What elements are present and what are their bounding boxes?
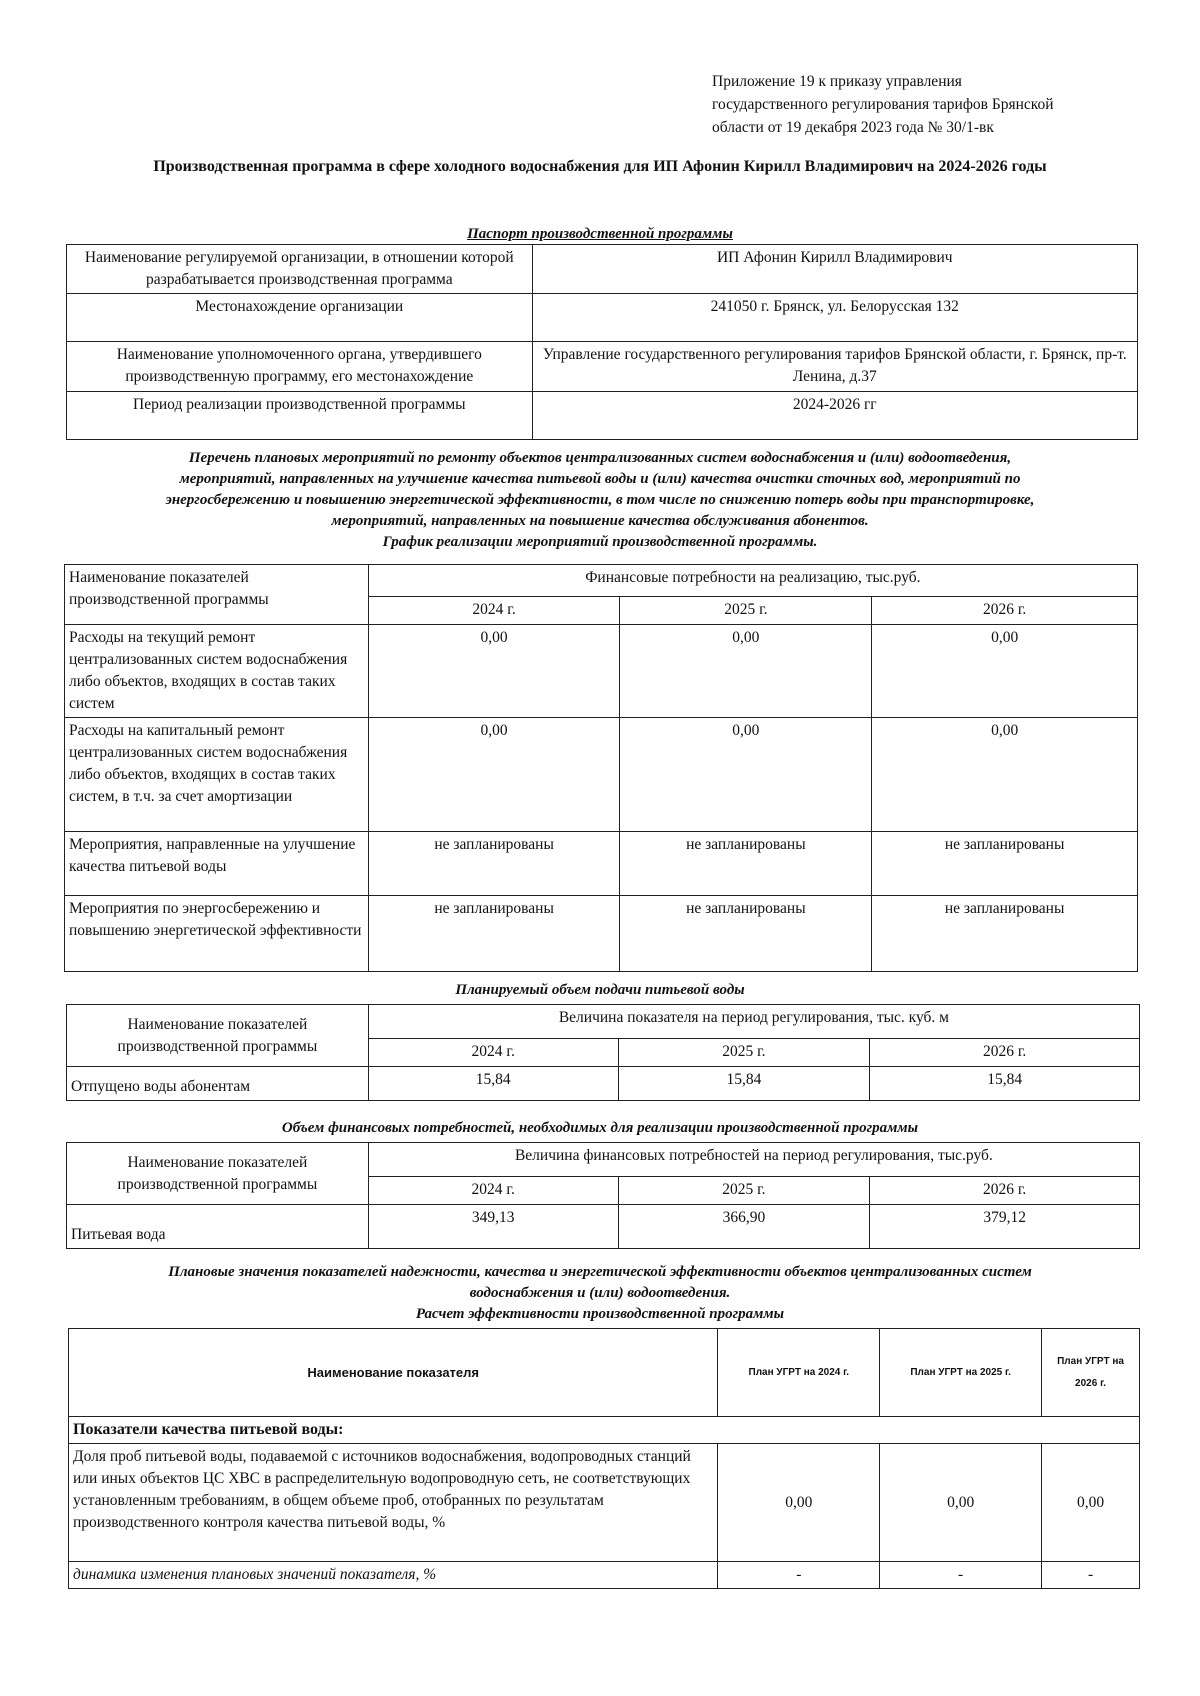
table-row: [69, 1417, 1140, 1444]
measures-heading-line: мероприятий, направленных на повышение качества обслуживания абонентов.: [331, 513, 869, 529]
col-header-group: Величина показателя на период регулирования, тыс. куб. м: [368, 1005, 1139, 1039]
cell-value: 0,00: [368, 718, 620, 832]
table-row: [67, 1143, 1140, 1177]
cell-value: 15,84: [368, 1067, 618, 1101]
cell-value: 0,00: [1042, 1444, 1140, 1562]
reliability-heading: [60, 1262, 1140, 1325]
table-row: [67, 1067, 1140, 1101]
row-name: Доля проб питьевой воды, подаваемой с источников водоснабжения, водопроводных станций или иных объектов ЦС ХВС в распределительную водопроводную сеть, не соответствующих установленным требованиям, в общем объеме проб, отобранных по результатам производственного контроля качества питьевой воды, %: [69, 1444, 718, 1562]
cell-value: 15,84: [870, 1067, 1140, 1101]
reliability-heading-line: Расчет эффективности производственной программы: [415, 1306, 785, 1322]
row-name: Мероприятия, направленные на улучшение качества питьевой воды: [65, 832, 369, 896]
table-row: [67, 1205, 1140, 1249]
table-row: [67, 245, 1138, 294]
table-row: [67, 1005, 1140, 1039]
cell-value: 0,00: [880, 1444, 1042, 1562]
col-header-name: Наименование показателей производственной программы: [65, 565, 369, 625]
cell-value: не запланированы: [620, 832, 872, 896]
table-row: [67, 392, 1138, 440]
cell-value: не запланированы: [368, 896, 620, 972]
appendix-line: государственного регулирования тарифов Брянской: [712, 96, 1054, 113]
cell-value: -: [718, 1562, 880, 1589]
col-header-plan-2024: План УГРТ на 2024 г.: [718, 1329, 880, 1417]
table-row: [69, 1444, 1140, 1562]
col-header-name: Наименование показателей производственной программы: [67, 1143, 369, 1205]
cell-value: 0,00: [368, 625, 620, 718]
measures-heading-line: мероприятий, направленных на улучшение качества питьевой воды и (или) качества очистки сточных вод, мероприятий по: [179, 471, 1021, 487]
col-header-group: Величина финансовых потребностей на период регулирования, тыс.руб.: [368, 1143, 1139, 1177]
appendix-line: области от 19 декабря 2023 года № 30/1-вк: [712, 119, 994, 136]
cell-value: 0,00: [620, 625, 872, 718]
passport-value: Управление государственного регулирования тарифов Брянской области, г. Брянск, пр-т. Ленина, д.37: [532, 342, 1137, 392]
cell-value: 349,13: [368, 1205, 618, 1249]
col-header-plan-2026: План УГРТ на 2026 г.: [1042, 1329, 1140, 1417]
passport-label: Наименование уполномоченного органа, утвердившего производственную программу, его местонахождение: [67, 342, 533, 392]
cell-value: -: [880, 1562, 1042, 1589]
reliability-table: [68, 1328, 1140, 1589]
passport-label: Период реализации производственной программы: [67, 392, 533, 440]
row-name: динамика изменения плановых значений показателя, %: [69, 1562, 718, 1589]
cell-value: 366,90: [618, 1205, 870, 1249]
cell-value: 0,00: [718, 1444, 880, 1562]
cell-value: не запланированы: [620, 896, 872, 972]
row-name: Расходы на капитальный ремонт централизованных систем водоснабжения либо объектов, входящих в состав таких систем, в т.ч. за счет амортизации: [65, 718, 369, 832]
passport-value: ИП Афонин Кирилл Владимирович: [532, 245, 1137, 294]
col-header-year: 2025 г.: [620, 597, 872, 625]
volume-table: [66, 1004, 1140, 1101]
table-row: [69, 1329, 1140, 1417]
measures-heading-line: Перечень плановых мероприятий по ремонту объектов централизованных систем водоснабжения и (или) водоотведения,: [188, 450, 1012, 466]
table-row: [65, 896, 1138, 972]
cell-value: 0,00: [872, 718, 1138, 832]
cell-value: 15,84: [618, 1067, 870, 1101]
col-header-year: 2024 г.: [368, 1039, 618, 1067]
measures-heading: [60, 448, 1140, 553]
row-name: Мероприятия по энергосбережению и повышению энергетической эффективности: [65, 896, 369, 972]
document-title: Производственная программа в сфере холодного водоснабжения для ИП Афонин Кирилл Владимирович на 2024-2026 годы: [153, 158, 1047, 175]
passport-label: Местонахождение организации: [67, 294, 533, 342]
table-row: [65, 625, 1138, 718]
passport-heading: [60, 224, 1140, 245]
col-header-name: Наименование показателей производственной программы: [67, 1005, 369, 1067]
col-header-year: 2025 г.: [618, 1177, 870, 1205]
measures-heading-line: энергосбережению и повышению энергетической эффективности, в том числе по снижению потерь воды при транспортировке,: [165, 492, 1035, 508]
passport-value: 2024-2026 гг: [532, 392, 1137, 440]
col-header-year: 2025 г.: [618, 1039, 870, 1067]
volume-heading: Планируемый объем подачи питьевой воды: [455, 982, 745, 998]
cell-value: 0,00: [620, 718, 872, 832]
col-header-year: 2024 г.: [368, 1177, 618, 1205]
table-row: [65, 718, 1138, 832]
cell-value: 379,12: [870, 1205, 1140, 1249]
cell-value: не запланированы: [872, 896, 1138, 972]
col-header-year: 2026 г.: [870, 1177, 1140, 1205]
row-name: Расходы на текущий ремонт централизованных систем водоснабжения либо объектов, входящих в состав таких систем: [65, 625, 369, 718]
passport-table: [66, 244, 1138, 440]
passport-value: 241050 г. Брянск, ул. Белорусская 132: [532, 294, 1137, 342]
reliability-heading-line: Плановые значения показателей надежности, качества и энергетической эффективности объектов централизованных систем: [168, 1264, 1032, 1280]
group-row: Показатели качества питьевой воды:: [69, 1417, 1140, 1444]
col-header-group: Финансовые потребности на реализацию, тыс.руб.: [368, 565, 1137, 597]
table-row: [69, 1562, 1140, 1589]
appendix-note: [712, 70, 1132, 139]
measures-table: [64, 564, 1138, 972]
finance-table: [66, 1142, 1140, 1249]
cell-value: -: [1042, 1562, 1140, 1589]
col-header-year: 2024 г.: [368, 597, 620, 625]
table-row: [65, 565, 1138, 597]
col-header-plan-2025: План УГРТ на 2025 г.: [880, 1329, 1042, 1417]
finance-heading: Объем финансовых потребностей, необходимых для реализации производственной программы: [281, 1120, 919, 1136]
cell-value: 0,00: [872, 625, 1138, 718]
table-row: [65, 832, 1138, 896]
cell-value: не запланированы: [368, 832, 620, 896]
appendix-line: Приложение 19 к приказу управления: [712, 73, 962, 90]
measures-heading-line: График реализации мероприятий производственной программы.: [382, 534, 818, 550]
passport-label: Наименование регулируемой организации, в отношении которой разрабатывается производственная программа: [67, 245, 533, 294]
col-header-year: 2026 г.: [872, 597, 1138, 625]
passport-heading-text: Паспорт производственной программы: [467, 226, 733, 242]
row-name: Отпущено воды абонентам: [67, 1067, 369, 1101]
col-header-year: 2026 г.: [870, 1039, 1140, 1067]
row-name: Питьевая вода: [67, 1205, 369, 1249]
col-header-name: Наименование показателя: [69, 1329, 718, 1417]
table-row: [67, 294, 1138, 342]
table-row: [67, 342, 1138, 392]
reliability-heading-line: водоснабжения и (или) водоотведения.: [469, 1285, 731, 1301]
cell-value: не запланированы: [872, 832, 1138, 896]
